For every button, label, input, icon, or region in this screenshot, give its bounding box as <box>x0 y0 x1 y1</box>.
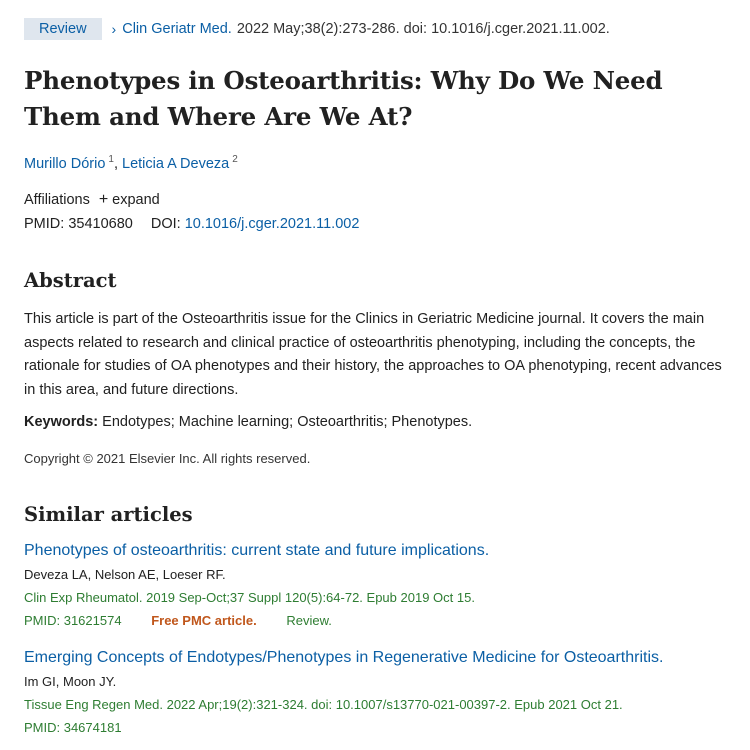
citation-text: 2022 May;38(2):273-286. doi: 10.1016/j.cger.2021.11.002. <box>236 21 610 37</box>
abstract-heading: Abstract <box>24 269 117 292</box>
chevron-right-icon[interactable]: › <box>111 21 117 37</box>
identifiers-row <box>24 216 359 232</box>
similar-article-title-link[interactable]: Phenotypes of osteoarthritis: current state and future implications. <box>24 542 490 559</box>
pmid-value: 35410680 <box>68 216 133 232</box>
doi-link[interactable]: 10.1016/j.cger.2021.11.002 <box>184 216 360 232</box>
similar-article-title-link[interactable]: Emerging Concepts of Endotypes/Phenotypes in Regenerative Medicine for Osteoarthritis. <box>24 649 664 666</box>
article-title: Phenotypes in Osteoarthritis: Why Do We Need Them and Where Are We At? <box>24 66 663 131</box>
author-affiliation-ref-2[interactable]: 2 <box>232 154 238 165</box>
keywords-value: Endotypes; Machine learning; Osteoarthritis; Phenotypes. <box>102 414 473 430</box>
citation-line <box>24 18 610 40</box>
keywords-label: Keywords: <box>24 414 99 430</box>
similar-article-authors: Deveza LA, Nelson AE, Loeser RF. <box>24 567 226 582</box>
similar-articles-heading: Similar articles <box>24 503 193 526</box>
journal-link[interactable]: Clin Geriatr Med. <box>122 21 232 37</box>
similar-article-meta <box>24 720 729 735</box>
similar-article-authors: Im GI, Moon JY. <box>24 674 117 689</box>
similar-article-citation: Tissue Eng Regen Med. 2022 Apr;19(2):321-324. doi: 10.1007/s13770-021-00397-2. Epub 2021 Oct 21. <box>24 697 623 712</box>
similar-article-meta <box>24 613 729 628</box>
authors-list <box>24 154 238 172</box>
similar-article <box>24 542 729 628</box>
free-pmc-badge: Free PMC article. <box>151 613 257 628</box>
similar-article-citation: Clin Exp Rheumatol. 2019 Sep-Oct;37 Suppl 120(5):64-72. Epub 2019 Oct 15. <box>24 590 475 605</box>
expand-button[interactable]: expand <box>112 192 160 208</box>
author-link-1[interactable]: Murillo Dório <box>24 156 106 172</box>
affiliations-row <box>24 191 160 209</box>
plus-icon[interactable]: + <box>98 191 109 208</box>
author-affiliation-ref-1[interactable]: 1 <box>108 154 114 165</box>
affiliations-label: Affiliations <box>24 192 90 208</box>
similar-article-pmid: PMID: 34674181 <box>24 720 122 735</box>
author-separator: , <box>113 156 118 172</box>
doi-label: DOI: <box>150 216 181 232</box>
author-link-2[interactable]: Leticia A Deveza <box>122 156 230 172</box>
similar-article <box>24 649 729 735</box>
review-badge[interactable]: Review <box>24 18 102 40</box>
keywords-row <box>24 414 472 430</box>
copyright-notice: Copyright © 2021 Elsevier Inc. All rights reserved. <box>24 451 311 466</box>
article-type: Review. <box>286 613 332 628</box>
pmid-label: PMID: <box>24 216 65 232</box>
similar-article-pmid: PMID: 31621574 <box>24 613 122 628</box>
abstract-text: This article is part of the Osteoarthritis issue for the Clinics in Geriatric Medicine journal. It covers the main aspects related to research and clinical practice of osteoarthritis phenotyping, including the concepts, the rationale for studies of OA phenotypes and their history, the approaches to OA phenotyping, recent advances in this area, and future directions. <box>24 311 722 398</box>
